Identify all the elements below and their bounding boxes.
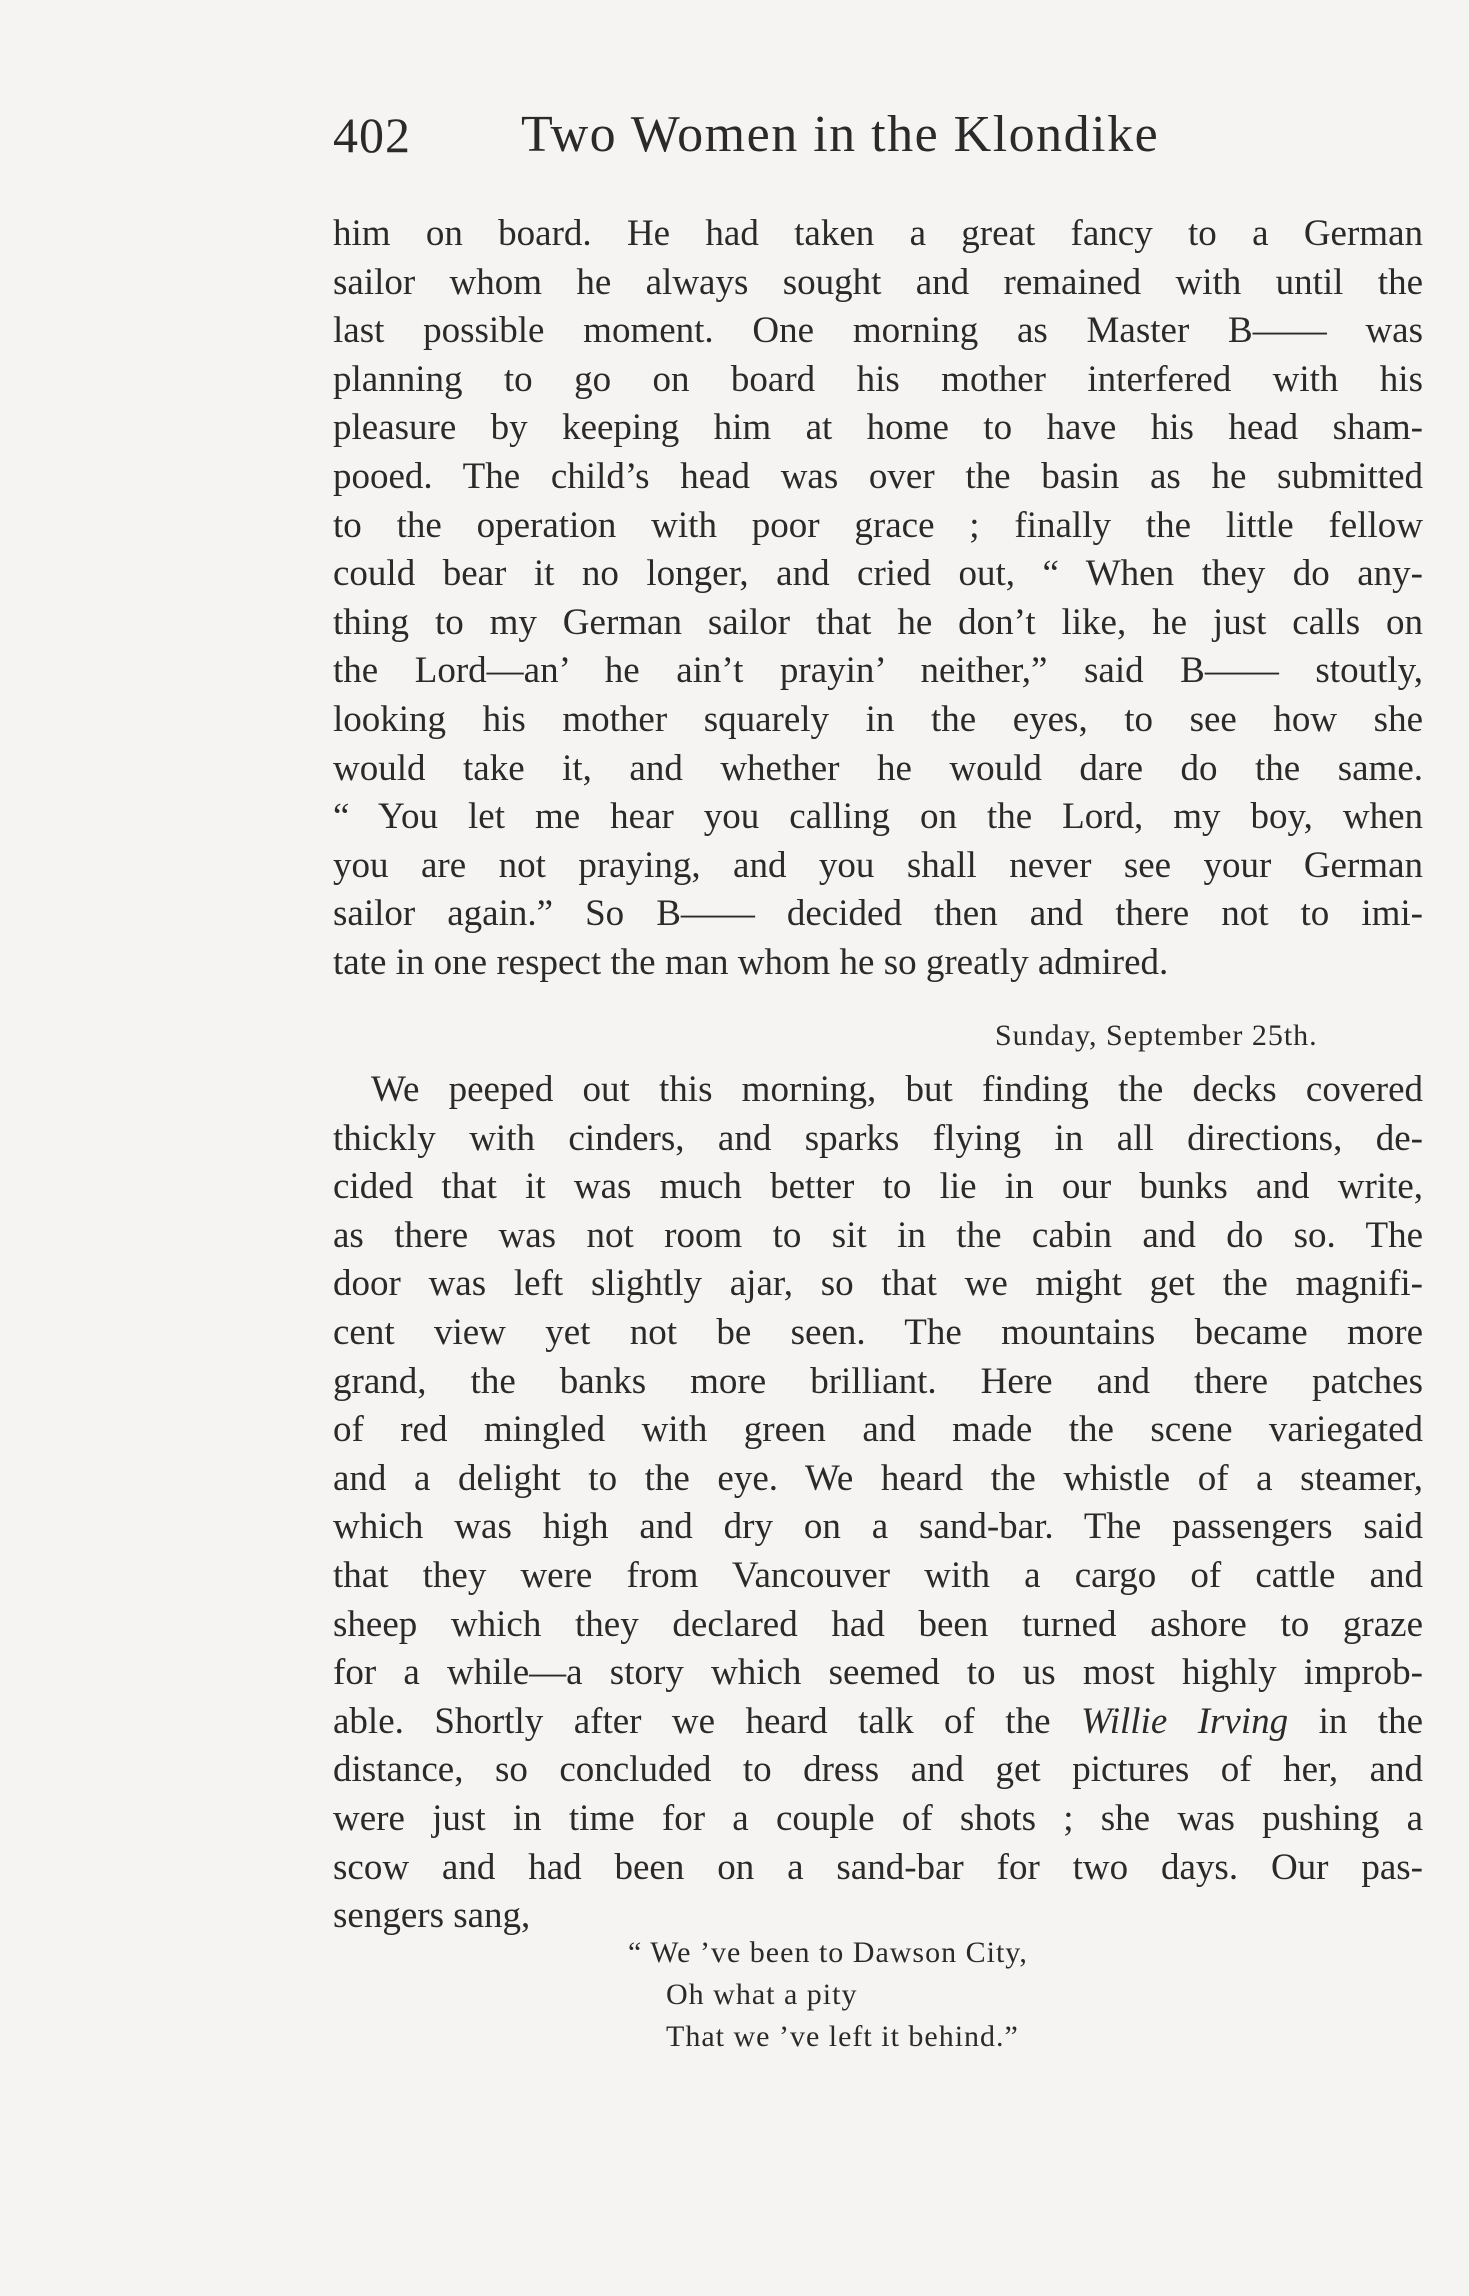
text-line: of red mingled with green and made the scene variegated (333, 1409, 1423, 1451)
text-line: pleasure by keeping him at home to have his head sham- (333, 407, 1423, 449)
text-line: sheep which they declared had been turned ashore to graze (333, 1603, 1423, 1645)
text-line: door was left slightly ajar, so that we might get the magnifi- (333, 1263, 1423, 1305)
text-line: cent view yet not be seen. The mountains became more (333, 1311, 1423, 1353)
text-line: to the operation with poor grace ; finally the little fellow (333, 504, 1423, 546)
diary-dateline: Sunday, September 25th. (995, 1019, 1318, 1052)
text-line: sengers sang, (333, 1895, 531, 1937)
text-line: were just in time for a couple of shots ; she was pushing a (333, 1797, 1423, 1839)
text-line: the Lord—an’ he ain’t prayin’ neither,” said B—— stoutly, (333, 650, 1423, 692)
text-line: thickly with cinders, and sparks flying in all directions, de- (333, 1117, 1423, 1159)
text-line-with-italic (333, 1698, 1423, 1747)
text-line: you are not praying, and you shall never see your German (333, 844, 1423, 886)
text-segment: able. Shortly after we heard talk of the (333, 1700, 1081, 1742)
page-number: 402 (333, 107, 411, 163)
verse-line: That we ’ve left it behind.” (666, 2020, 1019, 2053)
text-line: pooed. The child’s head was over the basin as he submitted (333, 455, 1423, 497)
running-head (333, 100, 1263, 170)
text-line: sailor whom he always sought and remained with until the (333, 261, 1423, 303)
text-line: him on board. He had taken a great fancy to a German (333, 213, 1423, 254)
text-line: as there was not room to sit in the cabin and do so. The (333, 1214, 1423, 1256)
verse-line: “ We ’ve been to Dawson City, (628, 1936, 1028, 1969)
text-line: scow and had been on a sand-bar for two days. Our pas- (333, 1846, 1423, 1888)
text-line: for a while—a story which seemed to us most highly improb- (333, 1652, 1423, 1694)
text-line: tate in one respect the man whom he so greatly admired. (333, 941, 1169, 983)
text-line: could bear it no longer, and cried out, “ When they do any- (333, 553, 1423, 595)
text-line: We peeped out this morning, but finding the decks covered (371, 1069, 1423, 1110)
text-line: distance, so concluded to dress and get pictures of her, and (333, 1749, 1423, 1791)
text-line: cided that it was much better to lie in our bunks and write, (333, 1166, 1423, 1208)
book-title: Two Women in the Klondike (521, 106, 1160, 163)
paragraph-one (333, 210, 1423, 988)
song-verse (628, 1932, 1028, 2058)
text-line: planning to go on board his mother interfered with his (333, 358, 1423, 400)
text-line: grand, the banks more brilliant. Here and there patches (333, 1360, 1423, 1402)
text-line: would take it, and whether he would dare do the same. (333, 747, 1423, 789)
text-line: which was high and dry on a sand-bar. The passengers said (333, 1506, 1423, 1548)
text-line: sailor again.” So B—— decided then and there not to imi- (333, 893, 1423, 935)
text-line: thing to my German sailor that he don’t like, he just calls on (333, 601, 1423, 643)
steamer-name: Willie Irving (1080, 1700, 1289, 1742)
text-line: and a delight to the eye. We heard the whistle of a steamer, (333, 1457, 1423, 1499)
text-line: that they were from Vancouver with a cargo of cattle and (333, 1554, 1423, 1596)
text-line: last possible moment. One morning as Master B—— was (333, 310, 1423, 352)
verse-line: Oh what a pity (666, 1978, 858, 2011)
text-segment: in the (1288, 1700, 1423, 1742)
text-line: looking his mother squarely in the eyes, to see how she (333, 698, 1423, 740)
text-line: “ You let me hear you calling on the Lord, my boy, when (333, 796, 1423, 838)
paragraph-two (333, 1066, 1423, 1941)
